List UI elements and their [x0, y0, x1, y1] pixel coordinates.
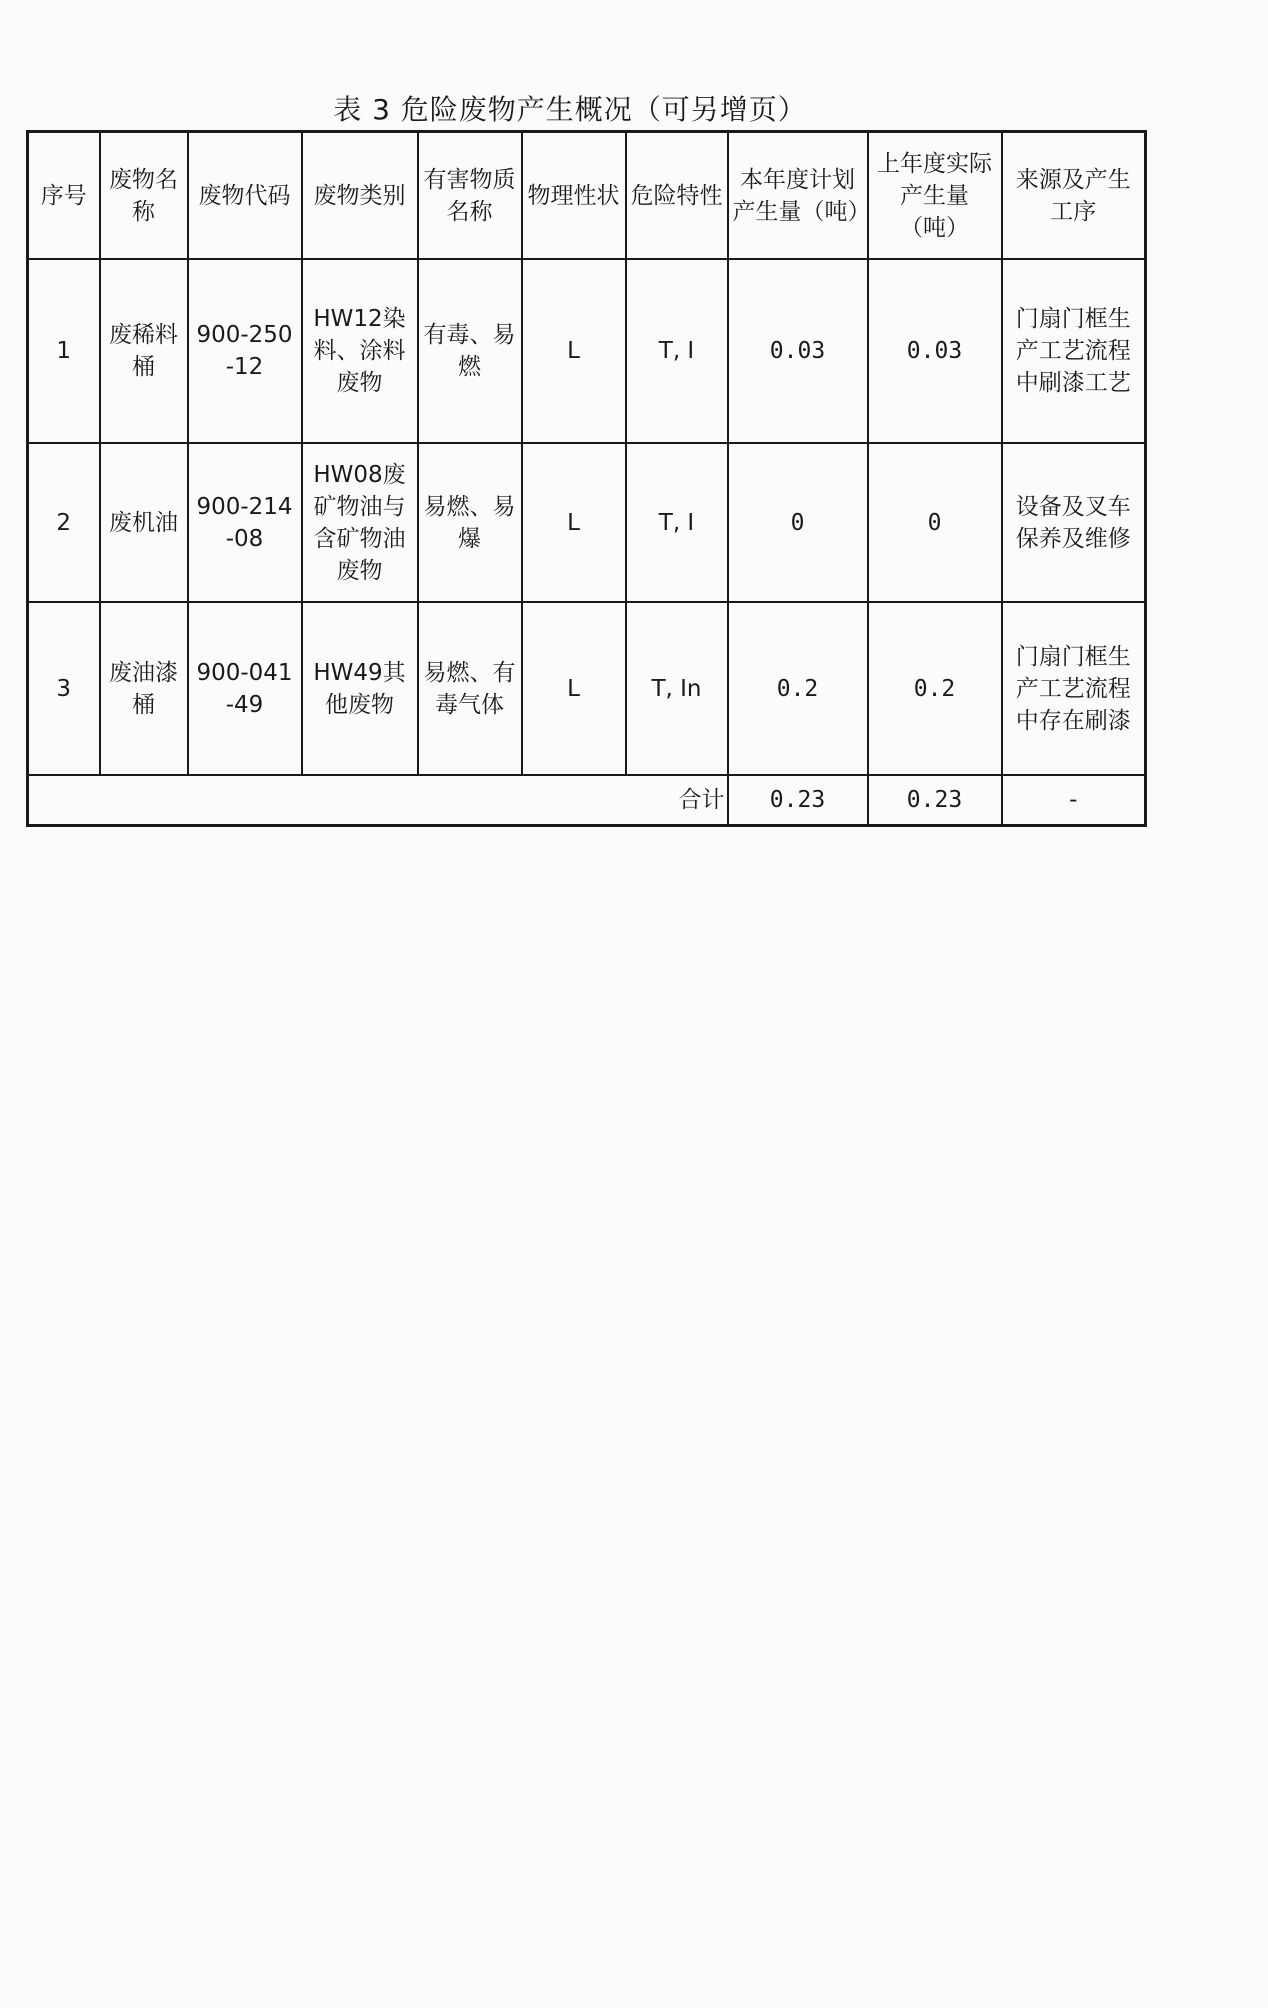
cell-actual-amount: 0.2: [868, 602, 1002, 775]
cell-hazardous-substance: 有毒、易燃: [418, 259, 522, 443]
cell-waste-code: 900-214-08: [188, 443, 302, 602]
cell-physical-state: L: [522, 259, 626, 443]
cell-hazard-property: T, In: [626, 602, 728, 775]
cell-waste-category: HW12染料、涂料废物: [302, 259, 418, 443]
header-waste-name: 废物名称: [100, 132, 188, 260]
total-row: [28, 775, 1146, 826]
table-row: [28, 443, 1146, 602]
cell-index: 3: [28, 602, 100, 775]
cell-waste-name: 废油漆桶: [100, 602, 188, 775]
cell-source-process: 门扇门框生产工艺流程中存在刷漆: [1002, 602, 1146, 775]
cell-index: 2: [28, 443, 100, 602]
cell-waste-code: 900-041-49: [188, 602, 302, 775]
header-hazard-property: 危险特性: [626, 132, 728, 260]
total-actual-amount: 0.23: [868, 775, 1002, 826]
cell-waste-name: 废稀料桶: [100, 259, 188, 443]
header-waste-category: 废物类别: [302, 132, 418, 260]
cell-hazard-property: T, I: [626, 259, 728, 443]
header-actual-amount: 上年度实际产生量（吨）: [868, 132, 1002, 260]
table-row: [28, 602, 1146, 775]
cell-waste-category: HW08废矿物油与含矿物油废物: [302, 443, 418, 602]
table-header-row: [28, 132, 1146, 260]
header-planned-amount: 本年度计划产生量（吨）: [728, 132, 868, 260]
cell-actual-amount: 0: [868, 443, 1002, 602]
cell-index: 1: [28, 259, 100, 443]
cell-source-process: 门扇门框生产工艺流程中刷漆工艺: [1002, 259, 1146, 443]
cell-hazard-property: T, I: [626, 443, 728, 602]
cell-hazardous-substance: 易燃、有毒气体: [418, 602, 522, 775]
cell-planned-amount: 0.2: [728, 602, 868, 775]
cell-waste-code: 900-250-12: [188, 259, 302, 443]
hazardous-waste-table: [26, 130, 1147, 827]
total-source-process: -: [1002, 775, 1146, 826]
cell-waste-category: HW49其他废物: [302, 602, 418, 775]
total-planned-amount: 0.23: [728, 775, 868, 826]
header-waste-code: 废物代码: [188, 132, 302, 260]
table-row: [28, 259, 1146, 443]
cell-waste-name: 废机油: [100, 443, 188, 602]
cell-planned-amount: 0.03: [728, 259, 868, 443]
total-label: 合计: [28, 775, 728, 826]
cell-hazardous-substance: 易燃、易爆: [418, 443, 522, 602]
cell-source-process: 设备及叉车保养及维修: [1002, 443, 1146, 602]
header-hazardous-substance: 有害物质名称: [418, 132, 522, 260]
cell-physical-state: L: [522, 602, 626, 775]
header-source-process: 来源及产生工序: [1002, 132, 1146, 260]
cell-physical-state: L: [522, 443, 626, 602]
table-caption: 表 3 危险废物产生概况（可另增页）: [333, 93, 807, 126]
cell-actual-amount: 0.03: [868, 259, 1002, 443]
header-physical-state: 物理性状: [522, 132, 626, 260]
header-index: 序号: [28, 132, 100, 260]
cell-planned-amount: 0: [728, 443, 868, 602]
